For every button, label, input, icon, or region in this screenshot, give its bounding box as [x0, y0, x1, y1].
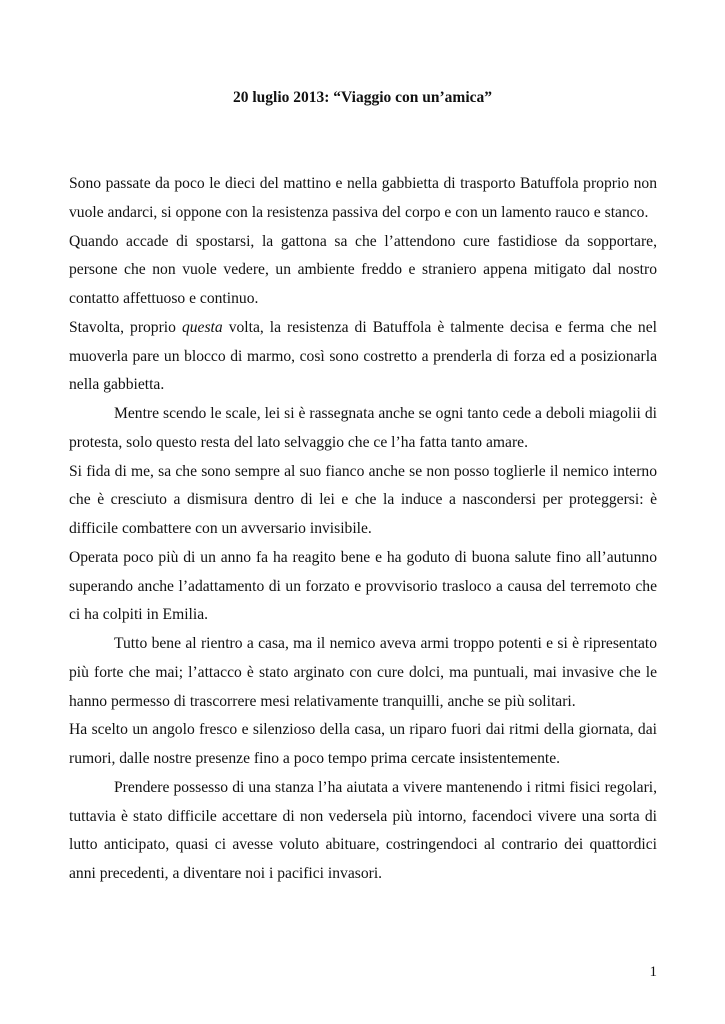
paragraph-8: Ha scelto un angolo fresco e silenzioso della casa, un riparo fuori dai ritmi della giornata, dai rumori, dalle nostre presenze fino a poco tempo prima cercate insistentemente. — [69, 721, 657, 767]
emphasized-word: questa — [181, 318, 223, 336]
paragraph-9: Prendere possesso di una stanza l’ha aiutata a vivere mantenendo i ritmi fisici regolari, tuttavia è stato difficile accettare di non vedersela più intorno, facendoci vivere una sorta di lutto anticipato, quasi ci avesse voluto abituare, costringendoci al contrario dei quattordici anni precedenti, a diventare noi i pacifici invasori. — [69, 778, 657, 882]
paragraph-3-end: volta, la resistenza di Batuffola è talmente decisa e ferma che nel muoverla pare un blocco di marmo, così sono costretto a prenderla di forza ed a posizionarla nella gabbietta. — [69, 318, 657, 394]
document-body — [69, 170, 657, 889]
paragraph-2: Quando accade di spostarsi, la gattona sa che l’attendono cure fastidiose da sopportare, persone che non vuole vedere, un ambiente freddo e straniero appena mitigato dal nostro contatto affettuoso e continuo. — [69, 232, 657, 307]
paragraph-4: Mentre scendo le scale, lei si è rassegnata anche se ogni tanto cede a deboli miagolii di protesta, solo questo resta del lato selvaggio che ce l’ha fatta tanto amare. — [69, 405, 657, 451]
paragraph-6: Operata poco più di un anno fa ha reagito bene e ha goduto di buona salute fino all’autunno superando anche l’adattamento di un forzato e provvisorio trasloco a causa del terremoto che ci ha colpiti in Emilia. — [69, 548, 657, 624]
paragraph-3 — [69, 314, 657, 400]
page-number: 1 — [649, 964, 657, 980]
paragraph-5: Si fida di me, sa che sono sempre al suo fianco anche se non posso toglierle il nemico interno che è cresciuto a dismisura dentro di lei e che la induce a nascondersi per proteggersi: è difficile combattere con un avversario invisibile. — [69, 462, 657, 537]
paragraph-7: Tutto bene al rientro a casa, ma il nemico aveva armi troppo potenti e si è ripresentato più forte che mai; l’attacco è stato arginato con cure dolci, ma puntuali, mai invasive che le hanno permesso di trascorrere mesi relativamente tranquilli, anche se più solitari. — [69, 635, 657, 710]
paragraph-1: Sono passate da poco le dieci del mattino e nella gabbietta di trasporto Batuffola proprio non vuole andarci, si oppone con la resistenza passiva del corpo e con un lamento rauco e stanco. — [69, 175, 657, 221]
paragraph-3-start: Stavolta, proprio — [69, 318, 182, 336]
document-title: 20 luglio 2013: “Viaggio con un’amica” — [232, 89, 493, 106]
